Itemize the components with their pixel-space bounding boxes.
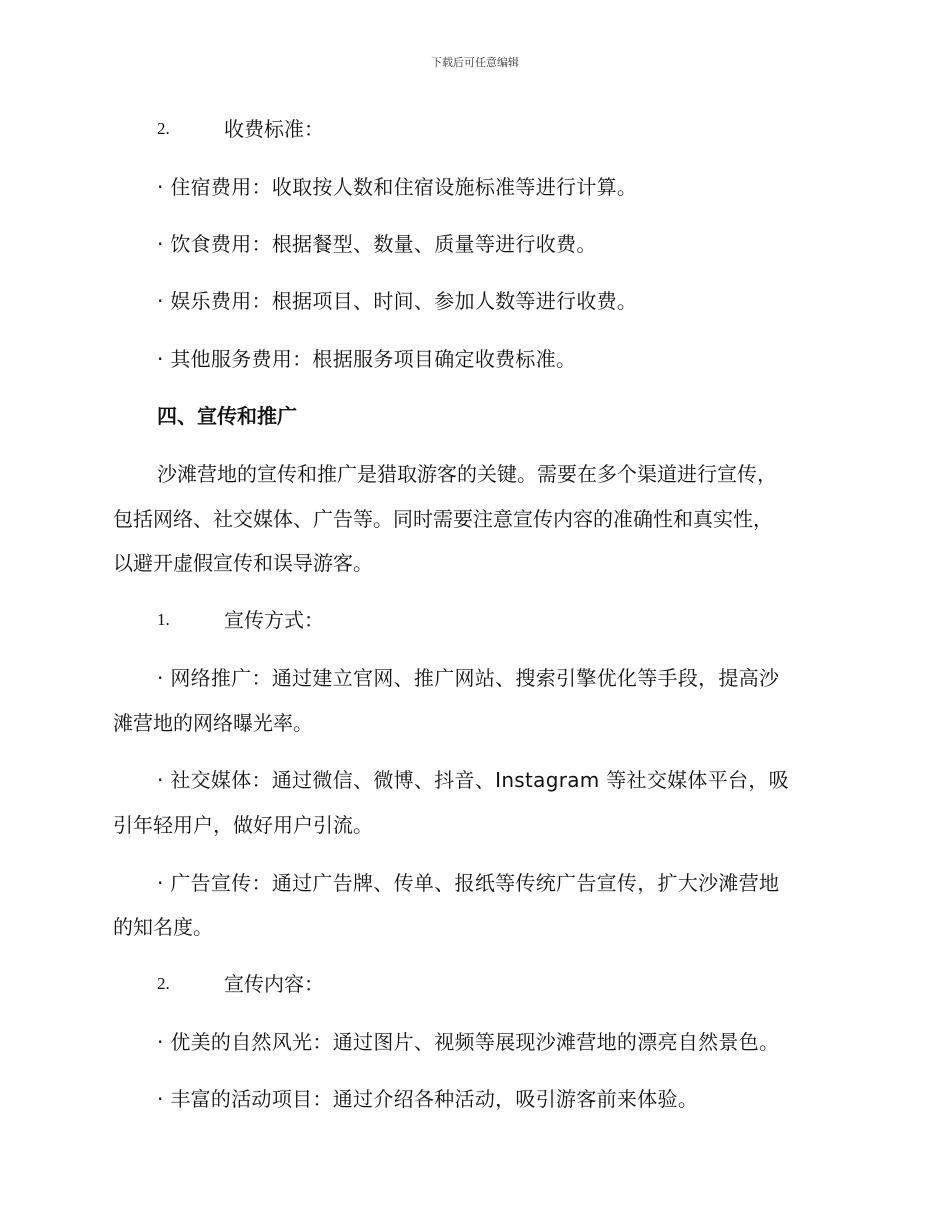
paragraph-line-2: 包括网络、社交媒体、广告等。同时需要注意宣传内容的准确性和真实性， — [113, 507, 773, 531]
fee-item-entertainment: · 娱乐费用：根据项目、时间、参加人数等进行收费。 — [157, 289, 638, 313]
fee-item-food: · 饮食费用：根据餐型、数量、质量等进行收费。 — [157, 232, 597, 256]
list-number: 2. — [157, 974, 170, 993]
list-number: 1. — [157, 610, 170, 629]
paragraph-line-3: 以避开虚假宣传和误导游客。 — [113, 551, 373, 575]
method-online-line-2: 滩营地的网络曝光率。 — [113, 711, 313, 735]
list-label: 宣传方式： — [224, 608, 324, 632]
content-item-activities: · 丰富的活动项目：通过介绍各种活动，吸引游客前来体验。 — [157, 1087, 699, 1111]
fee-item-other: · 其他服务费用：根据服务项目确定收费标准。 — [157, 347, 577, 371]
fee-item-lodging: · 住宿费用：收取按人数和住宿设施标准等进行计算。 — [157, 175, 638, 199]
section-heading: 四、宣传和推广 — [157, 404, 297, 428]
content-item-scenery: · 优美的自然风光：通过图片、视频等展现沙滩营地的漂亮自然景色。 — [157, 1030, 780, 1054]
method-ads-line-1: · 广告宣传：通过广告牌、传单、报纸等传统广告宣传，扩大沙滩营地 — [157, 871, 780, 895]
paragraph-line-1: 沙滩营地的宣传和推广是猎取游客的关键。需要在多个渠道进行宣传， — [157, 462, 777, 486]
list-number: 2. — [157, 119, 170, 138]
page-header: 下载后可任意编辑 — [431, 56, 519, 69]
method-social-line-1: · 社交媒体：通过微信、微博、抖音、Instagram 等社交媒体平台，吸 — [157, 768, 789, 792]
method-social-line-2: 引年轻用户，做好用户引流。 — [113, 813, 373, 837]
list-label: 收费标准： — [224, 117, 324, 141]
method-online-line-1: · 网络推广：通过建立官网、推广网站、搜索引擎优化等手段，提高沙 — [157, 666, 780, 690]
method-ads-line-2: 的知名度。 — [113, 915, 213, 939]
list-label: 宣传内容： — [224, 972, 324, 996]
